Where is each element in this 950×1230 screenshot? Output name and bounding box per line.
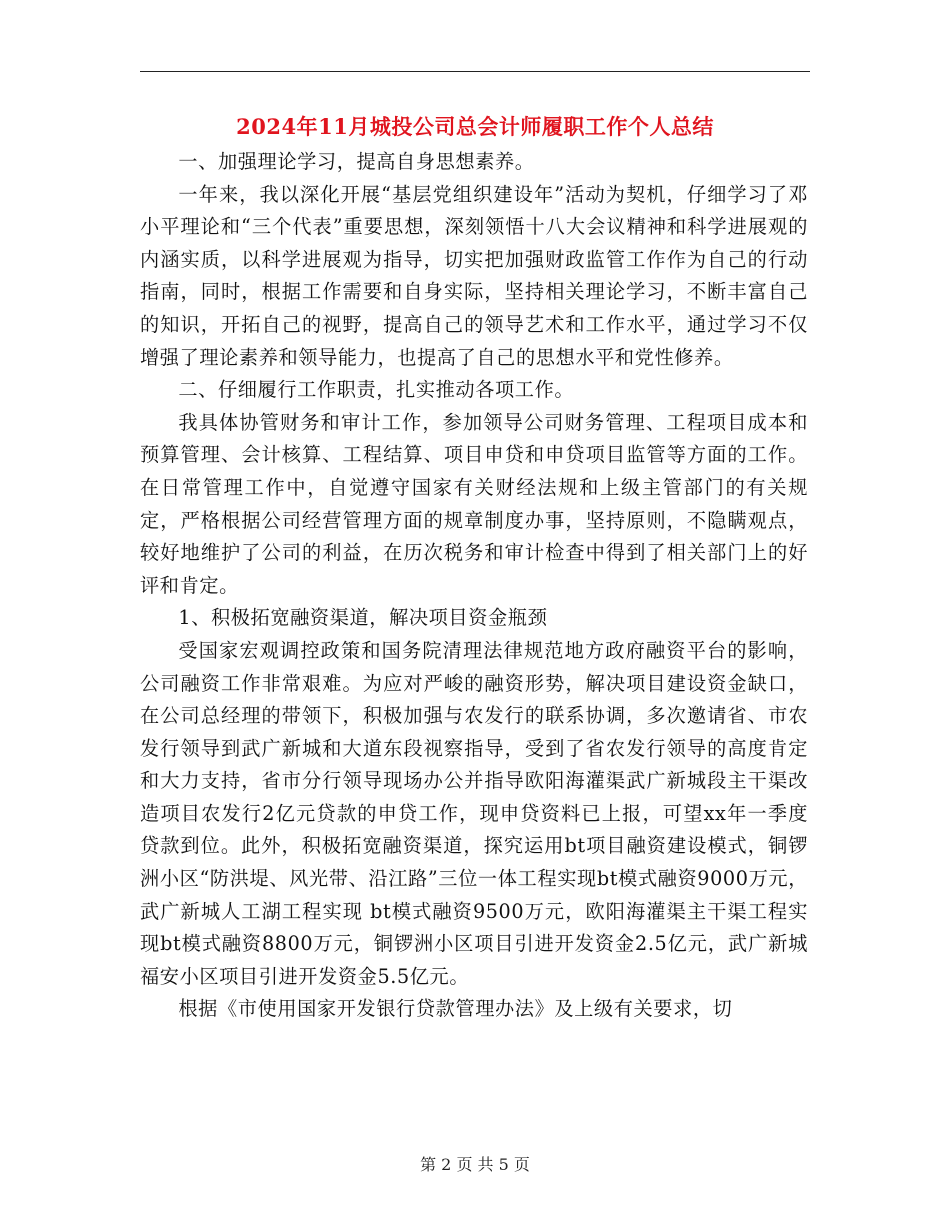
section-heading: 二、仔细履行工作职责，扎实推动各项工作。	[178, 378, 575, 402]
document-body	[140, 146, 808, 1026]
section-heading: 一、加强理论学习，提高自身思想素养。	[178, 150, 535, 173]
body-paragraph: 受国家宏观调控政策和国务院清理法律规范地方政府融资平台的影响，公司融资工作非常艰难。为应对严峻的融资形势，解决项目建设资金缺口，在公司总经理的带领下，积极加强与农发行的联系协调，多次邀请省、市农发行领导到武广新城和大道东段视察指导，受到了省农发行领导的高度肯定和大力支持，省市分行领导现场办公并指导欧阳海灌渠武广新城段主干渠改造项目农发行2亿元贷款的申贷工作，现申贷资料已上报，可望xx年一季度贷款到位。此外，积极拓宽融资渠道，探究运用bt项目融资建设模式，铜锣洲小区“防洪堤、风光带、沿江路”三位一体工程实现bt模式融资9000万元，武广新城人工湖工程实现 bt模式融资9500万元，欧阳海灌渠主干渠工程实现bt模式融资8800万元，铜锣洲小区项目引进开发资金2.5亿元，武广新城福安小区项目引进开发资金5.5亿元。	[140, 638, 808, 988]
document-title: 2024年11月城投公司总会计师履职工作个人总结	[236, 114, 714, 139]
body-paragraph: 根据《市使用国家开发银行贷款管理办法》及上级有关要求，切	[178, 997, 733, 1021]
subsection-heading: 1、积极拓宽融资渠道，解决项目资金瓶颈	[178, 606, 548, 630]
body-paragraph: 我具体协管财务和审计工作，参加领导公司财务管理、工程项目成本和预算管理、会计核算、工程结算、项目申贷和申贷项目监管等方面的工作。在日常管理工作中，自觉遵守国家有关财经法规和上级主管部门的有关规定，严格根据公司经营管理方面的规章制度办事，坚持原则，不隐瞒观点，较好地维护了公司的利益，在历次税务和审计检查中得到了相关部门上的好评和肯定。	[140, 410, 808, 597]
body-paragraph: 一年来，我以深化开展“基层党组织建设年”活动为契机，仔细学习了邓小平理论和“三个代表”重要思想，深刻领悟十八大会议精神和科学进展观的内涵实质，以科学进展观为指导，切实把加强财政监管工作作为自己的行动指南，同时，根据工作需要和自身实际，坚持相关理论学习，不断丰富自己的知识，开拓自己的视野，提高自己的领导艺术和工作水平，通过学习不仅增强了理论素养和领导能力，也提高了自己的思想水平和党性修养。	[140, 182, 808, 369]
header-rule	[140, 71, 810, 72]
page-footer: 第 2 页 共 5 页	[420, 1155, 530, 1174]
